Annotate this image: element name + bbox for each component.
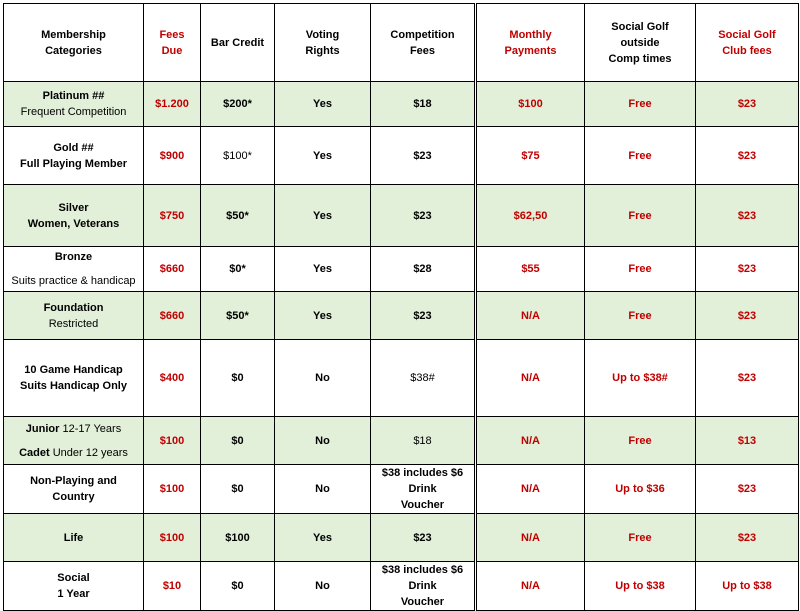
competition-fees-cell: $18 bbox=[371, 82, 476, 127]
header-text: Categories bbox=[45, 44, 102, 57]
social-golf-cell: Free bbox=[585, 247, 696, 292]
header-text: Voting bbox=[305, 28, 340, 41]
voting-rights-cell: Yes bbox=[275, 185, 371, 247]
category-note: Under 12 years bbox=[52, 446, 128, 459]
header-competition-fees bbox=[371, 4, 476, 82]
club-fees-cell: $13 bbox=[696, 417, 799, 465]
fees-due-cell: $660 bbox=[144, 247, 201, 292]
header-text: Social Golf bbox=[611, 20, 669, 33]
monthly-payments-cell: N/A bbox=[476, 514, 585, 562]
category-cell bbox=[4, 82, 144, 127]
bar-credit-cell: $0 bbox=[201, 417, 275, 465]
category-name: Platinum ## bbox=[42, 90, 105, 102]
category-cell bbox=[4, 340, 144, 417]
category-note: Frequent Competition bbox=[20, 106, 127, 118]
table-row bbox=[4, 340, 799, 417]
monthly-payments-cell: N/A bbox=[476, 292, 585, 340]
category-name: Bronze bbox=[54, 251, 93, 263]
category-name: Silver bbox=[58, 201, 89, 214]
bar-credit-cell: $100 bbox=[201, 514, 275, 562]
table-row bbox=[4, 562, 799, 611]
category-note: Suits practice & handicap bbox=[11, 275, 136, 287]
category-note: Women, Veterans bbox=[27, 217, 120, 230]
category-cell bbox=[4, 514, 144, 562]
competition-fees-cell: $23 bbox=[371, 127, 476, 185]
social-golf-cell: Free bbox=[585, 417, 696, 465]
social-golf-cell: Free bbox=[585, 82, 696, 127]
competition-fees-text: Voucher bbox=[400, 596, 445, 608]
social-golf-cell: Up to $38# bbox=[585, 340, 696, 417]
category-name: Non-Playing and Country bbox=[30, 475, 117, 503]
competition-fees-text: $38 includes $6 Drink bbox=[381, 467, 464, 495]
category-cell bbox=[4, 417, 144, 465]
bar-credit-cell: $0 bbox=[201, 465, 275, 514]
header-text: Comp times bbox=[608, 52, 672, 65]
social-golf-cell: Free bbox=[585, 185, 696, 247]
voting-rights-cell: Yes bbox=[275, 82, 371, 127]
monthly-payments-cell: N/A bbox=[476, 340, 585, 417]
membership-fees-table bbox=[3, 3, 799, 611]
header-monthly-payments bbox=[476, 4, 585, 82]
competition-fees-cell bbox=[371, 562, 476, 611]
voting-rights-cell: No bbox=[275, 465, 371, 514]
category-cell bbox=[4, 247, 144, 292]
category-cell bbox=[4, 127, 144, 185]
club-fees-cell: $23 bbox=[696, 514, 799, 562]
header-social-golf-outside bbox=[585, 4, 696, 82]
header-text: Competition bbox=[390, 28, 455, 41]
club-fees-cell: $23 bbox=[696, 340, 799, 417]
fees-due-cell: $100 bbox=[144, 465, 201, 514]
fees-due-cell: $400 bbox=[144, 340, 201, 417]
header-text: outside bbox=[620, 36, 660, 49]
voting-rights-cell: Yes bbox=[275, 292, 371, 340]
header-social-golf-club-fees bbox=[696, 4, 799, 82]
competition-fees-text: $38 includes $6 Drink bbox=[381, 564, 464, 592]
fees-due-cell: $1.200 bbox=[144, 82, 201, 127]
table-row bbox=[4, 292, 799, 340]
bar-credit-cell: $200* bbox=[201, 82, 275, 127]
club-fees-cell: $23 bbox=[696, 247, 799, 292]
social-golf-cell: Up to $36 bbox=[585, 465, 696, 514]
bar-credit-cell: $50* bbox=[201, 292, 275, 340]
voting-rights-cell: Yes bbox=[275, 247, 371, 292]
table-row bbox=[4, 127, 799, 185]
category-cell bbox=[4, 465, 144, 514]
header-text: Monthly bbox=[509, 28, 552, 41]
bar-credit-cell: $0 bbox=[201, 562, 275, 611]
table-row bbox=[4, 247, 799, 292]
table-row bbox=[4, 465, 799, 514]
header-fees-due bbox=[144, 4, 201, 82]
category-note: 1 Year bbox=[57, 588, 90, 600]
club-fees-cell: $23 bbox=[696, 292, 799, 340]
competition-fees-cell: $23 bbox=[371, 514, 476, 562]
competition-fees-cell bbox=[371, 465, 476, 514]
header-row bbox=[4, 4, 799, 82]
category-cell bbox=[4, 185, 144, 247]
header-text: Fees bbox=[409, 44, 436, 57]
fees-due-cell: $750 bbox=[144, 185, 201, 247]
fees-due-cell: $900 bbox=[144, 127, 201, 185]
table-row bbox=[4, 82, 799, 127]
category-cell bbox=[4, 562, 144, 611]
monthly-payments-cell: $100 bbox=[476, 82, 585, 127]
monthly-payments-cell: N/A bbox=[476, 465, 585, 514]
category-name: Foundation bbox=[43, 301, 104, 314]
monthly-payments-cell: $75 bbox=[476, 127, 585, 185]
competition-fees-cell: $28 bbox=[371, 247, 476, 292]
category-note: Suits Handicap Only bbox=[20, 380, 127, 392]
club-fees-cell: Up to $38 bbox=[696, 562, 799, 611]
bar-credit-cell: $0 bbox=[201, 340, 275, 417]
competition-fees-cell: $38# bbox=[371, 340, 476, 417]
header-text: Social Golf bbox=[718, 28, 776, 41]
header-text: Membership bbox=[41, 28, 106, 41]
social-golf-cell: Up to $38 bbox=[585, 562, 696, 611]
category-cell bbox=[4, 292, 144, 340]
header-text: Club fees bbox=[722, 44, 772, 57]
category-name: Cadet bbox=[19, 446, 50, 459]
category-name: Gold ## bbox=[53, 141, 94, 154]
club-fees-cell: $23 bbox=[696, 465, 799, 514]
club-fees-cell: $23 bbox=[696, 127, 799, 185]
monthly-payments-cell: N/A bbox=[476, 417, 585, 465]
header-text: Fees bbox=[159, 28, 185, 41]
voting-rights-cell: No bbox=[275, 417, 371, 465]
header-membership-categories bbox=[4, 4, 144, 82]
header-text: Rights bbox=[305, 44, 340, 57]
header-text: Payments bbox=[504, 44, 557, 57]
bar-credit-cell: $50* bbox=[201, 185, 275, 247]
social-golf-cell: Free bbox=[585, 127, 696, 185]
category-name: Life bbox=[63, 531, 84, 544]
category-note: 12-17 Years bbox=[62, 422, 122, 435]
bar-credit-cell: $0* bbox=[201, 247, 275, 292]
category-note: Restricted bbox=[48, 317, 99, 330]
fees-due-cell: $100 bbox=[144, 514, 201, 562]
competition-fees-text: Voucher bbox=[400, 499, 445, 511]
competition-fees-cell: $18 bbox=[371, 417, 476, 465]
table-row bbox=[4, 185, 799, 247]
monthly-payments-cell: N/A bbox=[476, 562, 585, 611]
voting-rights-cell: No bbox=[275, 562, 371, 611]
voting-rights-cell: Yes bbox=[275, 127, 371, 185]
competition-fees-cell: $23 bbox=[371, 185, 476, 247]
header-text: Due bbox=[161, 44, 183, 57]
category-name: Social bbox=[57, 572, 90, 584]
table-row bbox=[4, 417, 799, 465]
social-golf-cell: Free bbox=[585, 514, 696, 562]
club-fees-cell: $23 bbox=[696, 185, 799, 247]
monthly-payments-cell: $62,50 bbox=[476, 185, 585, 247]
header-text: Bar Credit bbox=[210, 36, 265, 49]
category-note: Full Playing Member bbox=[20, 157, 127, 170]
header-voting-rights bbox=[275, 4, 371, 82]
social-golf-cell: Free bbox=[585, 292, 696, 340]
table-row bbox=[4, 514, 799, 562]
monthly-payments-cell: $55 bbox=[476, 247, 585, 292]
bar-credit-cell: $100* bbox=[201, 127, 275, 185]
fees-due-cell: $10 bbox=[144, 562, 201, 611]
club-fees-cell: $23 bbox=[696, 82, 799, 127]
header-bar-credit bbox=[201, 4, 275, 82]
fees-due-cell: $660 bbox=[144, 292, 201, 340]
fees-due-cell: $100 bbox=[144, 417, 201, 465]
voting-rights-cell: No bbox=[275, 340, 371, 417]
competition-fees-cell: $23 bbox=[371, 292, 476, 340]
category-name: 10 Game Handicap bbox=[24, 364, 123, 376]
category-name: Junior bbox=[25, 422, 60, 435]
voting-rights-cell: Yes bbox=[275, 514, 371, 562]
